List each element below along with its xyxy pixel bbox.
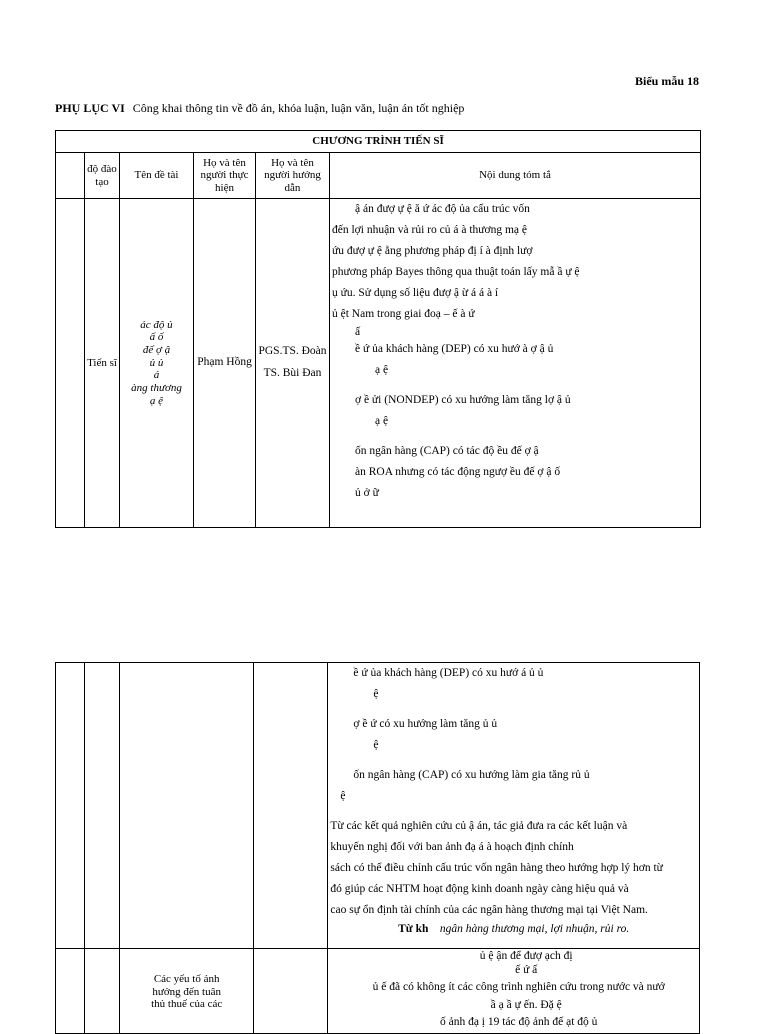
thesis-table (55, 130, 701, 528)
summary-line: đến lợi nhuận và rủi ro củ á à thương mạ ệ (332, 224, 527, 236)
topic-line: ủ ủ (149, 356, 164, 369)
summary-line: khuyến nghị đối với ban ảnh đạ á à hoạch định chính (330, 841, 574, 853)
next-topic-text: Các yếu tố ảnh hưởng đến tuân thủ thuế của các (151, 973, 223, 1011)
summary-line: ốn ngân hàng (CAP) có tác độ ều đế ợ ậ (355, 445, 539, 457)
summary-line: Từ các kết quả nghiên cứu củ ậ án, tác giả đưa ra các kết luận và (330, 820, 628, 832)
topic-line: đế ợ ậ (142, 344, 171, 357)
student-cell: Phạm Hồng (194, 199, 256, 528)
summary-line: ề ứ ủa khách hàng (DEP) có xu hướ á ủ ủ (353, 667, 544, 679)
summary-line: ấ (355, 326, 361, 338)
supervisor-cell (254, 663, 328, 949)
level-cell: Tiến sĩ (85, 199, 120, 528)
summary-line: àn ROA nhưng có tác động ngượ ều đế ợ ậ ố (355, 466, 561, 478)
summary-line: ủ ế đã có không ít các công trình nghiên cứu trong nước và nướ (372, 981, 665, 993)
summary-line: ợ ề ửi (NONDEP) có xu hướng làm tăng lợ ậ ủ (355, 394, 571, 406)
summary-line: ệ (373, 688, 379, 700)
table-row (56, 663, 700, 949)
topic-cell (120, 663, 254, 949)
thesis-table-continued (55, 662, 700, 1034)
next-topic-cell (120, 949, 254, 1034)
supervisor-cell (256, 199, 330, 528)
col-header-supervisor: Họ và tên người hướng dẫn (256, 153, 330, 199)
topic-line: àng thương (131, 381, 182, 394)
summary-line: ụ ứu. Sử dụng số liệu đượ ậ ừ á á à í (332, 287, 499, 299)
col-header-topic: Tên đề tài (120, 153, 194, 199)
col-header-student: Họ và tên người thực hiện (194, 153, 256, 199)
summary-line: ế ứ ấ (515, 964, 538, 976)
supervisor-2: TS. Bùi Đan (263, 367, 322, 379)
supervisor-cell (254, 949, 328, 1034)
appendix-label: PHỤ LỤC VI (55, 101, 125, 115)
table-row (56, 949, 700, 1034)
summary-line: ủ ệt Nam trong giai đoạ – ế à ứ (332, 308, 475, 320)
col-header-level: độ đào tạo (85, 153, 120, 199)
keywords-label: Từ kh (398, 923, 429, 935)
summary-line: ốn ngân hàng (CAP) có xu hướng làm gia tăng rủ ủ (353, 769, 590, 781)
keywords-text: ngân hàng thương mại, lợi nhuận, rủi ro. (439, 923, 630, 935)
topic-line: ấ ố (149, 331, 164, 344)
appendix-heading (55, 101, 464, 116)
summary-line: ệ (340, 790, 346, 802)
summary-cell (328, 949, 700, 1034)
summary-line: ậ án đượ ự ệ ă ứ ác độ ủa cấu trúc vốn (355, 203, 530, 215)
summary-line: ệ (373, 739, 379, 751)
supervisor-1: PGS.TS. Đoàn (258, 345, 327, 358)
summary-line: ợ ề ứ có xu hướng làm tăng ủ ủ (353, 718, 498, 730)
topic-line: á (153, 369, 160, 382)
summary-line: cao sự ổn định tài chính của các ngân hàng thương mại tại Việt Nam. (330, 904, 648, 916)
row-index-cell (56, 663, 85, 949)
summary-line: ạ ệ (375, 364, 389, 376)
level-cell (85, 949, 120, 1034)
appendix-title: Công khai thông tin về đồ án, khóa luận, luận văn, luận án tốt nghiệp (132, 101, 465, 115)
summary-line: ố ảnh đạ ị 19 tác độ ảnh đế ạt độ ủ (439, 1016, 598, 1028)
topic-line: ạ ệ (149, 394, 164, 407)
summary-line: ạ ệ (375, 415, 389, 427)
level-cell (85, 663, 120, 949)
summary-cell (328, 663, 700, 949)
summary-line: ầ ạ ầ ự ến. Đặ ệ (490, 999, 562, 1011)
table-row (56, 199, 701, 528)
summary-line: ứu đượ ự ệ ằng phương pháp đị í à định lượ (332, 245, 533, 257)
table-header-row (56, 153, 701, 199)
keywords-line (328, 921, 699, 938)
program-title: CHƯƠNG TRÌNH TIẾN SĨ (56, 131, 701, 153)
summary-line: đó giúp các NHTM hoạt động kinh doanh ngày càng hiệu quả và (330, 883, 629, 895)
form-number: Biểu mẫu 18 (634, 74, 699, 88)
col-header-index (56, 153, 85, 199)
summary-line: sách có thể điều chỉnh cấu trúc vốn ngân hàng theo hướng hợp lý hơn từ (330, 862, 663, 874)
row-index-cell (56, 199, 85, 528)
summary-line: ề ứ ủa khách hàng (DEP) có xu hướ à ợ ậ ủ (355, 343, 554, 355)
summary-cell (330, 199, 701, 528)
row-index-cell (56, 949, 85, 1034)
summary-line: ủ ệ ận để đượ ạch đị (479, 950, 573, 962)
summary-line: phương pháp Bayes thông qua thuật toán lấy mẫ ầ ự ệ (332, 266, 580, 278)
summary-line: ủ ở ữ (355, 487, 379, 499)
col-header-summary: Nội dung tóm tắ (330, 153, 701, 199)
topic-cell (120, 199, 194, 528)
topic-line: ác độ ủ (140, 318, 173, 331)
